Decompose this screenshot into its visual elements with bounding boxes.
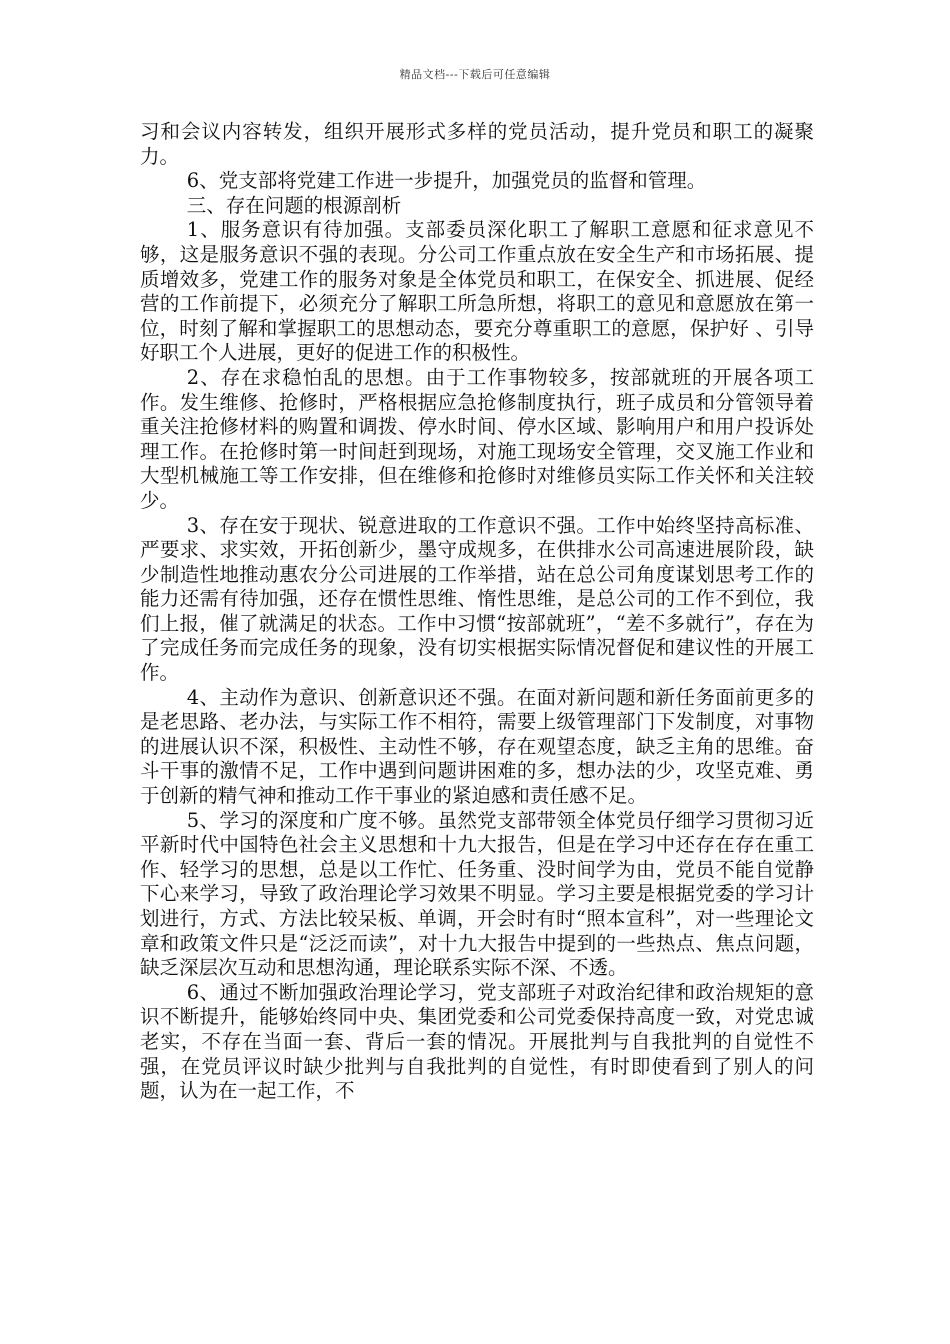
section-heading-root-cause: 三、存在问题的根源剖析	[186, 193, 402, 217]
paragraph-item-4: 4、主动作为意识、创新意识还不强。在面对新问题和新任务面前更多的是老思路、老办法，与实际工作不相符，需要上级管理部门下发制度，对事物的进展认识不深，积极性、主动性不够，存在观望态度，缺乏主角的思维。奋斗干事的激情不足，工作中遇到问题讲困难的多，想办法的少，攻坚克难、勇于创新的精气神和推动工作干事业的紧迫感和责任感不足。	[140, 685, 814, 808]
paragraph-item-3: 3、存在安于现状、锐意进取的工作意识不强。工作中始终坚持高标准、严要求、求实效，开拓创新少，墨守成规多，在供排水公司高速进展阶段，缺少制造性地推动惠农分公司进展的工作举措，站在总公司角度谋划思考工作的能力还需有待加强，还存在惯性思维、惰性思维，是总公司的工作不到位，我们上报，催了就满足的状态。工作中习惯“按部就班”，“差不多就行”，存在为了完成任务而完成任务的现象，没有切实根据实际情况督促和建议性的开展工作。	[140, 513, 814, 685]
paragraph-item-5: 5、学习的深度和广度不够。虽然党支部带领全体党员仔细学习贯彻习近平新时代中国特色社会主义思想和十九大报告，但是在学习中还存在存在重工作、轻学习的思想，总是以工作忙、任务重、没时间学为由，党员不能自觉静下心来学习，导致了政治理论学习效果不明显。学习主要是根据党委的学习计划进行，方式、方法比较呆板、单调，开会时有时“照本宣科”，对一些理论文章和政策文件只是“泛泛而读”，对十九大报告中提到的一些热点、焦点问题，缺乏深层次互动和思想沟通，理论联系实际不深、不透。	[140, 808, 814, 980]
paragraph-item-6: 6、通过不断加强政治理论学习，党支部班子对政治纪律和政治规矩的意识不断提升，能够始终同中央、集团党委和公司党委保持高度一致，对党忠诚老实，不存在当面一套、背后一套的情况。开展批判与自我批判的自觉性不强，在党员评议时缺少批判与自我批判的自觉性，有时即使看到了别人的问题，认为在一起工作，不	[140, 980, 814, 1103]
paragraph-item-6-summary: 6、党支部将党建工作进一步提升，加强党员的监督和管理。	[186, 169, 707, 193]
document-body	[140, 120, 814, 1104]
paragraph-item-1: 1、服务意识有待加强。支部委员深化职工了解职工意愿和征求意见不够，这是服务意识不强的表现。分公司工作重点放在安全生产和市场拓展、提质增效多，党建工作的服务对象是全体党员和职工，在保安全、抓进展、促经营的工作前提下，必须充分了解职工所急所想，将职工的意见和意愿放在第一位，时刻了解和掌握职工的思想动态，要充分尊重职工的意愿，保护好 、引导好职工个人进展，更好的促进工作的积极性。	[140, 218, 814, 365]
page-header: 精品文档---下载后可任意编辑	[399, 68, 551, 81]
paragraph-continuation: 习和会议内容转发，组织开展形式多样的党员活动，提升党员和职工的凝聚力。	[140, 120, 814, 168]
paragraph-item-2: 2、存在求稳怕乱的思想。由于工作事物较多，按部就班的开展各项工作。发生维修、抢修时，严格根据应急抢修制度执行，班子成员和分管领导着重关注抢修材料的购置和调拨、停水时间、停水区域、影响用户和用户投诉处理工作。在抢修时第一时间赶到现场，对施工现场安全管理，交叉施工作业和大型机械施工等工作安排，但在维修和抢修时对维修员实际工作关怀和关注较少。	[140, 365, 814, 512]
